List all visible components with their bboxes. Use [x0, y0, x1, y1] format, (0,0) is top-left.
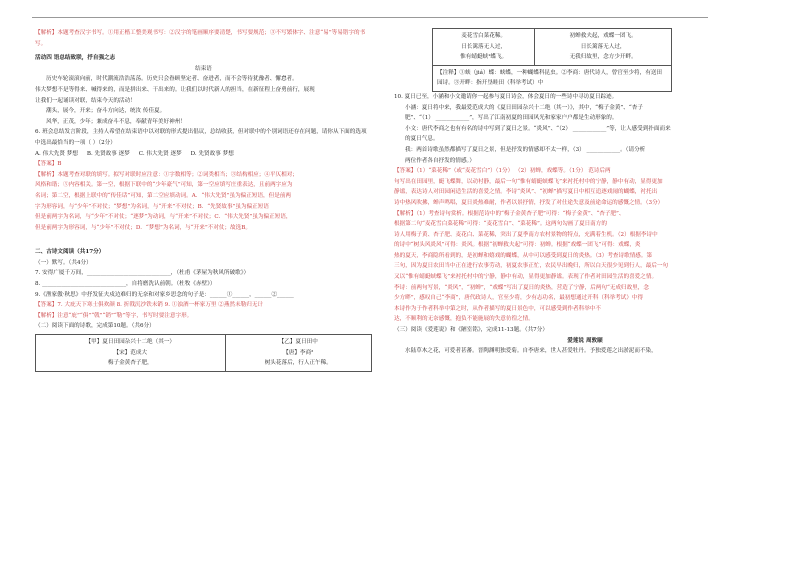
- epilogue-line: 让我们一起诵读对联，结束今天的活动！: [35, 97, 136, 104]
- analysis-10-line: 热的夏天，李商隐所看到的，是初蝉和嬉戏的蝴蝶，从中可以感受到夏日的炎热。（3）考查诗歌情感。第: [394, 252, 653, 259]
- question-8: 8. ______________________________，自将磨洗认前朝。（杜牧《赤壁》）: [35, 281, 216, 288]
- q6-option-c: C. 伟大先贤 逐梦: [138, 150, 182, 157]
- analysis-10-line: 【解析】（1）考查诗句赏析。根据范诗中的“梅子金黄杏子肥”可得：“梅子金黄”、“杏子肥”、: [394, 210, 625, 217]
- poem-2-line: 树头花落后，行人正午稀。: [264, 360, 332, 367]
- answer-7-9: 【答案】7. 大庇天下寒士俱欢颜 8. 折戟沉沙铁未销 9. ①浊酒一杯家万里 ②燕然未勒归无计: [35, 302, 264, 309]
- analysis-10-line: 诗人用梅子黄、杏子肥、麦花白、菜花稀，突出了夏季南方农村景物的特点，充满着生机。（2）根据李诗中: [394, 231, 658, 238]
- couplet-line: 风华，正茂，少年；兼成奋斗不息，奉献青年美好神州！: [46, 118, 186, 125]
- poem-2-title: 【乙】夏日田中: [278, 339, 318, 346]
- epilogue-title: 结束语: [195, 65, 212, 72]
- poem-2-author: 【唐】李商²: [283, 349, 314, 356]
- poem-cell: [535, 29, 672, 66]
- q6-option-b: B. 先贤故事 逐梦: [86, 150, 130, 157]
- section-2-heading: 二、古诗文阅读（共17分）: [35, 249, 105, 256]
- question-10: 10. 夏日已至，小涵和小文邀请你一起参与夏日诗会，体会夏日的一些诗中寻访夏日踪迹。: [394, 93, 618, 100]
- analysis-6-line: 但是前两字为名词，与“少年”不对仗；“逐梦”为动词，与“开来”不对仗；C．“伟大先贤”虽为偏正短语，: [35, 214, 292, 221]
- poem-2-cell: [225, 335, 371, 372]
- analysis-10-line: 达，不顺利的无奈感慨，抱负不能施展的失意彷徨之情。: [394, 316, 534, 323]
- analysis-10-line: 少方畔”，感叹自己“李商”，唐代政诗人，官至少将，少有志功名，最初想通过开科（科举考试）中得: [394, 295, 644, 302]
- epilogue-line: 历史车轮滚滚向前，时代潮流浩浩荡荡。历史只会眷顾坚定者、奋进者，而不会等待犹豫者、懈怠者。: [46, 76, 298, 83]
- right-column: [394, 28, 776, 357]
- poem-line: 无我归故里，念方少开畔。: [569, 54, 637, 61]
- dialog-line: 我：两首诗歌虽然都描写了夏日之景，但是抒发的情感却不太一样，（3） ____________。（请分析: [405, 146, 646, 153]
- dialog-line: 小涵：夏日将中来，我最爱范成大的《夏日田园杂兴十二绝（其一）》，其中，“梅子金黄”、“杏子: [405, 104, 643, 111]
- dialog-line: 肥”、“（1） ____________”，写出了江南初夏的田园风光和家家户户都是生动形象的。: [405, 115, 618, 122]
- analysis-paragraph: 【解析】本题考查汉字书写。①用正楷工整美观书写：②汉字的笔画顺序要清楚，书写要规范；③不写繁体字、注意“易”等易错字的书写。: [35, 30, 366, 47]
- poem-1-title: 【甲】夏日田园杂兴十二绝（其一）: [85, 339, 176, 346]
- answer-10-line: 句写出在田园里，蜓飞蝶舞，以动衬静，最后一句“惟有蜻蜓蛱蝶飞”来衬托村中的宁静，静中有动，显得更加: [394, 178, 663, 185]
- analysis-10-line: 又以“惟有蜻蜓蛱蝶飞”来衬托村中的宁静，静中有动，显得更加静谧。表现了作者对田园生活的喜爱之情。: [394, 274, 658, 281]
- poem-line: 日长篱落无人过，: [580, 43, 626, 50]
- poem-table: [35, 334, 372, 372]
- poem-line: 初蝉救夫起，戏蝶一团飞。: [569, 33, 637, 39]
- poem-1-line: 梅子金黄杏子肥，: [107, 360, 153, 367]
- epilogue-line: 伟大梦想不是等得来、喊得来的，而是拼出来、干出来的。让我们以时代新人的担当，在新征程上奋勇前行，展现: [35, 86, 315, 93]
- analysis-10-line: 本诗作为于作者科举中第之时，从作者描写的夏日景色中，可以感受到作者科举中不: [394, 305, 601, 312]
- poem-line: 麦花雪白菜花稀。: [461, 33, 507, 39]
- poem-continuation-table: [432, 28, 672, 92]
- question-6: 6. 班会总结发言阶段，主持人希望在结束语中以对联的形式提出倡议，总结收获，但对联中的个别词语还存在问题，请你从下面的选项中选出最恰当的一项（ ）（2分）: [35, 129, 367, 146]
- left-column: [35, 28, 372, 372]
- question-7: 7. 安得广厦千万间，______________________________，（杜甫《茅屋为秋风所破歌》）: [35, 270, 250, 277]
- analysis-6-line: 风格和谐；⑤内容相关。第一空，根据下联中的“少年豪气”可知，第一空应填写庄重表达，且前两字应为: [35, 182, 293, 189]
- dialog-line: 的夏日气息。: [405, 136, 439, 143]
- essay-title: 爱莲说 周敦颐: [567, 337, 603, 344]
- analysis-10-line: 三句，因为夏日农田当中正在进行农事劳动，初夏农事正忙，农民早出晚归，所以白天很少见到行人，最后一句: [394, 263, 669, 270]
- answer-10-line: 诗中热风吹拂，蝉声鸣唱，夏日炎热难耐，作者以景抒情，抒发了对仕途失意及前途命运的感慨之情。（3分）: [394, 199, 664, 206]
- poem-line: 惟有蜻蜓蛱¹蝶飞。: [460, 54, 508, 61]
- question-9: 9.《渔家傲·秋思》中抒发征夫戍边难归的无奈和对家乡思念的句子是：______①______，______②______: [35, 291, 294, 298]
- poem-1-author: 【宋】范成大: [113, 349, 148, 356]
- essay-text: 水陆草木之花，可爱者甚蕃。晋陶渊明独爱菊。自李唐来，世人甚爱牡丹。予独爱莲之出淤泥而不染，: [405, 348, 657, 355]
- poem-1-cell: [36, 335, 226, 372]
- q6-options: [35, 149, 372, 160]
- poem-line: 日长篱落无人过，: [461, 43, 507, 50]
- analysis-6-line: 名词；第二空，根据上联中的“传佳话”可知，第二空应填动词。A．“伟大先贤”虽为偏正短语，但是前两: [35, 192, 292, 199]
- q6-option-a: A. 伟大先贤 梦想: [35, 150, 78, 157]
- subsection-heading: （一）默写。（共4分）: [35, 259, 92, 266]
- dialog-line: 小文：唐代李商之也有有名的诗中写到了夏日之景。“炎风”、“（2） ____________”等，让人感受到扑面而来: [405, 125, 671, 132]
- analysis-6-line: 字为形容词，与“少年”不对仗；“梦想”为名词，与“开来”不对仗；B．“先贤故事”虽为偏正短语: [35, 203, 269, 210]
- header-rule: [32, 17, 708, 18]
- answer-6: 【答案】B: [35, 161, 62, 168]
- poem-cell: [433, 29, 535, 66]
- analysis-10-line: 李诗：前两句写景，“炎风”，“初蝉”，“戏蝶”写出了夏日的炎热，营造了宁静，后两句“无成归故里，念: [394, 284, 649, 291]
- answer-10-line: 【答案】（1）“菜花稀”（或“麦花雪白”）（1分） （2）初蝉，戏蝶等。（1分） 范诗后两: [394, 168, 611, 175]
- dialog-line: 两位作者各自抒发的情感。）: [405, 157, 475, 164]
- analysis-10-line: 的诗中“树头风炎风”可得：炎风。根据“初蝉救夫起”可得：初蝉。根据“戏蝶一团飞”可得：戏蝶，炎: [394, 242, 641, 249]
- answer-10-line: 静谧，表达诗人对田园闲适生活的喜爱之情。李诗“炎风”、“初蝉”描写夏日中相互追逐戏闹的蝴蝶，衬托出: [394, 189, 658, 196]
- analysis-6-line: 但是前两字为形容词，与“少年”不对仗；D．“梦想”为名词，与“开来”不对仗；故选B。: [35, 224, 251, 231]
- couplet-line: 潮头，展今，开来；奋斗方向达，统汝 传佳夏。: [46, 108, 166, 115]
- analysis-10-line: 根据第二句“麦花雪白菜花稀”可得：“麦花雪白”、“菜花稀”。这两句勾画了夏日南方的: [394, 221, 607, 228]
- analysis-6-line: 【解析】本题考查对联的填写。拟写对联时应注意：①字数相等；②词类相当；③结构相应；④平仄相对；: [35, 171, 298, 178]
- analysis-7-9: 【解析】注意“庇”“俱”“戟”“销”“勒”等字，书写时要注意字形。: [35, 312, 193, 319]
- q6-option-d: D. 先贤故事 梦想: [190, 150, 234, 157]
- poem-note: 【注释】①蛱（jiá）蝶：蛱蝶，一种蝴蝶科昆虫。②李商：唐代诗人，曾官至少将，有送田园诗。③开畔：指开垦畦田（科举考试）中: [433, 65, 672, 91]
- subsection-heading: （三）阅读《爱莲说》和《陋室铭》，完成11-13题。（共7分）: [394, 327, 548, 334]
- activity-heading: 活动四 语总结致联，抒自强之志: [35, 55, 116, 62]
- subsection-heading: （二）阅读下面的诗歌，完成第10题。（共6分）: [35, 323, 155, 330]
